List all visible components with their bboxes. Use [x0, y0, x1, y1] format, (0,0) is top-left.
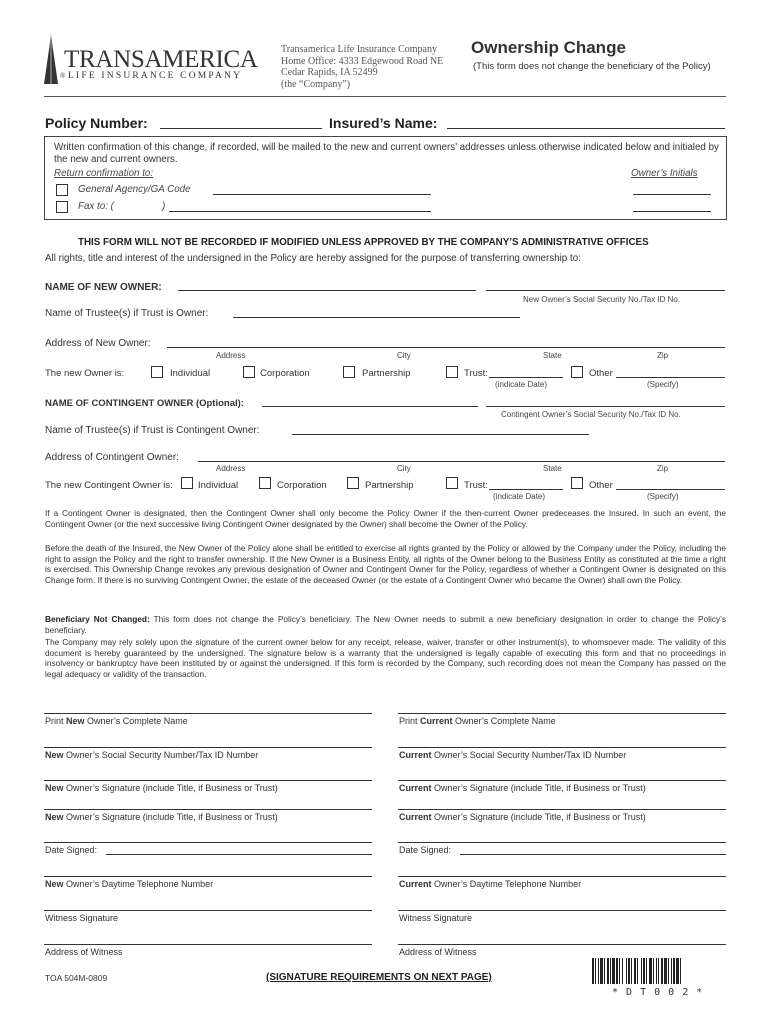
- barcode-bar: [643, 958, 645, 984]
- label-suffix: Owner’s Social Security Number/Tax ID Number: [431, 750, 627, 760]
- label-suffix: Owner’s Daytime Telephone Number: [63, 879, 214, 889]
- new-owner-new-owner-s-social-security-number-tax-id-number-label: [45, 750, 258, 760]
- new-owner-trust-date-field[interactable]: [489, 377, 563, 378]
- barcode-bar: [619, 958, 620, 984]
- contingent-trustee-label: Name of Trustee(s) if Trust is Contingent Owner:: [45, 425, 260, 436]
- general-agency-label: General Agency/GA Code: [78, 184, 191, 195]
- label-emphasis: Current: [399, 783, 432, 793]
- assignment-text: All rights, title and interest of the undersigned in the Policy are hereby assigned for the purpose of transferring ownership to:: [45, 253, 581, 264]
- policy-number-label: Policy Number:: [45, 115, 148, 131]
- barcode-bar: [634, 958, 636, 984]
- new-owner-name-label: NAME OF NEW OWNER:: [45, 282, 162, 293]
- contingent-address-field[interactable]: [198, 461, 725, 462]
- new-owner-corporation-checkbox[interactable]: [243, 366, 255, 378]
- fax-label: Fax to: (: [78, 201, 114, 212]
- barcode-bar: [607, 958, 609, 984]
- corporation-label: Corporation: [260, 368, 310, 379]
- label-emphasis: Current: [399, 812, 432, 822]
- form-code: TOA 504M-0809: [45, 973, 108, 983]
- confirmation-text: Written confirmation of this change, if recorded, will be mailed to the new and current owners’ addresses unless otherwise indicated below and initialed by the new and current owners.: [54, 142, 719, 165]
- barcode-bar: [628, 958, 630, 984]
- label-suffix: Owner’s Daytime Telephone Number: [431, 879, 582, 889]
- individual-label: Individual: [198, 480, 239, 491]
- contingent-address-label: Address of Contingent Owner:: [45, 452, 179, 463]
- barcode-bar: [673, 958, 675, 984]
- new-owner-signature-field[interactable]: [44, 713, 372, 714]
- barcode-bar: [668, 958, 669, 984]
- warning-notice: THIS FORM WILL NOT BE RECORDED IF MODIFIED UNLESS APPROVED BY THE COMPANY’S ADMINISTRATIVE OFFICES: [78, 237, 649, 248]
- fax-checkbox[interactable]: [56, 201, 68, 213]
- new-owner-trustee-label: Name of Trustee(s) if Trust is Owner:: [45, 308, 209, 319]
- beneficiary-text: This form does not change the Policy’s beneficiary. The New Owner needs to submit a new beneficiary designation in order to change the Policy’s beneficiary.: [45, 614, 726, 635]
- tower-icon: [42, 32, 60, 84]
- label-prefix: Witness Signature: [399, 913, 473, 923]
- current-owner-current-owner-s-daytime-telephone-number-label: [399, 879, 581, 889]
- label-prefix: Date Signed:: [399, 845, 452, 855]
- contingent-individual-checkbox[interactable]: [181, 477, 193, 489]
- policy-number-field[interactable]: [160, 128, 322, 129]
- company-line: Home Office: 4333 Edgewood Road NE: [281, 55, 444, 67]
- barcode-bar: [649, 958, 652, 984]
- label-suffix: Owner’s Social Security Number/Tax ID Number: [63, 750, 259, 760]
- barcode-bar: [641, 958, 642, 984]
- current-owner-current-owner-s-signature-include-title-if-business-or-trust-label: [399, 783, 646, 793]
- contingent-other-field[interactable]: [616, 489, 725, 490]
- label-prefix: Address of Witness: [45, 947, 123, 957]
- contingent-corporation-checkbox[interactable]: [259, 477, 271, 489]
- current-owner-signature-field[interactable]: [398, 944, 726, 945]
- partnership-label: Partnership: [365, 480, 414, 491]
- current-owner-signature-field[interactable]: [398, 910, 726, 911]
- new-owner-address-label: Address of New Owner:: [45, 338, 151, 349]
- new-owner-ssn-field[interactable]: [486, 290, 725, 291]
- col-state: State: [543, 464, 562, 473]
- barcode-bar: [595, 958, 596, 984]
- new-owner-signature-field[interactable]: [44, 842, 372, 843]
- current-owner-signature-field[interactable]: [398, 842, 726, 843]
- label-suffix: Owner’s Signature (include Title, if Business or Trust): [431, 783, 646, 793]
- general-agency-checkbox[interactable]: [56, 184, 68, 196]
- barcode-bar: [626, 958, 627, 984]
- barcode: [592, 958, 728, 984]
- other-label: Other: [589, 480, 613, 491]
- current-owner-current-owner-s-signature-include-title-if-business-or-trust-label: [399, 812, 646, 822]
- label-emphasis: New: [45, 750, 64, 760]
- col-state: State: [543, 351, 562, 360]
- new-owner-date-signed-label: [45, 845, 97, 855]
- new-owner-signature-field[interactable]: [44, 944, 372, 945]
- logo-word: TRANSAMERICA: [64, 46, 258, 73]
- barcode-bar: [612, 958, 615, 984]
- label-emphasis: New: [66, 716, 85, 726]
- col-zip: Zip: [657, 464, 669, 473]
- company-address: [281, 44, 443, 90]
- insured-name-label: Insured’s Name:: [329, 115, 438, 131]
- new-owner-other-field[interactable]: [616, 377, 725, 378]
- current-owner-current-print-owner-s-complete-name-label: [399, 716, 556, 726]
- specify: (Specify): [647, 380, 679, 389]
- corporation-label: Corporation: [277, 480, 327, 491]
- col-city: City: [397, 351, 411, 360]
- contingent-trustee-field[interactable]: [292, 434, 589, 435]
- initials-field-1[interactable]: [633, 194, 711, 195]
- new-owner-signature-field[interactable]: [44, 876, 372, 877]
- contingent-owner-ssn-label: Contingent Owner’s Social Security No./Tax ID No.: [501, 410, 681, 419]
- new-owner-new-owner-s-signature-include-title-if-business-or-trust-label: [45, 783, 278, 793]
- new-owner-other-checkbox[interactable]: [571, 366, 583, 378]
- col-address: Address: [216, 464, 246, 473]
- current-owner-address-of-witness-label: [399, 947, 477, 957]
- form-subtitle: (This form does not change the beneficiary of the Policy): [473, 61, 711, 72]
- barcode-bar: [598, 958, 599, 984]
- company-reliance-paragraph: The Company may rely solely upon the signature of the current owner below for any receipt, release, waiver, transfer or other instrument(s), to whomsoever made. The validity of this document is hereby guaranteed by the undersigned. The signature below is a warranty that the undersigned is legally capable of executing this form and that no proceedings in insolvency or bankruptcy have been instituted by or against the undersigned. If this form is recorded by the Company, such recording does not mean the Company has passed on the legal adequacy or validity of the transaction.: [45, 637, 726, 679]
- label-emphasis: Current: [399, 879, 432, 889]
- barcode-text: * D T 0 0 2 *: [612, 987, 704, 998]
- header-rule: [44, 96, 726, 97]
- indicate-date: (indicate Date): [495, 380, 548, 389]
- label-prefix: Print: [45, 716, 67, 726]
- contingent-owner-name-label: NAME OF CONTINGENT OWNER (Optional):: [45, 398, 244, 409]
- barcode-bar: [600, 958, 603, 984]
- label-suffix: Owner’s Complete Name: [452, 716, 556, 726]
- confirmation-box: [44, 136, 727, 220]
- company-line: Transamerica Life Insurance Company: [281, 44, 437, 55]
- col-zip: Zip: [657, 351, 669, 360]
- contingent-owner-ssn-field[interactable]: [486, 406, 725, 407]
- beneficiary-paragraph: [45, 614, 726, 635]
- barcode-bar: [637, 958, 638, 984]
- col-city: City: [397, 464, 411, 473]
- new-owner-individual-checkbox[interactable]: [151, 366, 163, 378]
- label-suffix: Owner’s Signature (include Title, if Business or Trust): [431, 812, 646, 822]
- return-confirmation-label: Return confirmation to:: [54, 168, 154, 179]
- label-emphasis: Current: [399, 750, 432, 760]
- barcode-bar: [664, 958, 667, 984]
- fax-number-field[interactable]: [169, 211, 431, 212]
- form-title: Ownership Change: [471, 38, 626, 57]
- ownership-rights-paragraph: Before the death of the Insured, the New Owner of the Policy alone shall be entitled to exercise all rights granted by the Policy or allowed by the Company under the Policy, including the right to assign the Policy and the right to transfer ownership. If the New Owner is a Business Entity, all rights of the Owner belong to the Business Entity as constituted at the time a right is exercised. This Ownership Change revokes any previous designation of Owner and Contingent Owner for the Policy, regardless of whether a Contingent Owner is designated on this Change form. If there is no surviving Contingent Owner, the estate of the deceased Owner (or the estate of a Contingent Owner who became the Owner) shall own the Policy.: [45, 543, 726, 585]
- current-owner-signature-field[interactable]: [398, 747, 726, 748]
- barcode-bar: [616, 958, 618, 984]
- current-owner-signature-field[interactable]: [398, 876, 726, 877]
- label-prefix: Witness Signature: [45, 913, 119, 923]
- barcode-bar: [676, 958, 679, 984]
- current-owner-current-owner-s-social-security-number-tax-id-number-label: [399, 750, 626, 760]
- new-owner-signature-field[interactable]: [44, 747, 372, 748]
- new-owner-new-print-owner-s-complete-name-label: [45, 716, 188, 726]
- barcode-bar: [656, 958, 657, 984]
- general-agency-field[interactable]: [213, 194, 431, 195]
- barcode-bar: [622, 958, 623, 984]
- company-line: Cedar Rapids, IA 52499: [281, 67, 378, 78]
- label-emphasis: New: [45, 879, 64, 889]
- fax-paren: ): [162, 201, 166, 212]
- new-owner-new-owner-s-signature-include-title-if-business-or-trust-label: [45, 812, 278, 822]
- new-owner-signature-field[interactable]: [44, 780, 372, 781]
- label-prefix: Print: [399, 716, 421, 726]
- logo-subtitle: LIFE INSURANCE COMPANY: [68, 71, 243, 81]
- new-owner-new-owner-s-daytime-telephone-number-label: [45, 879, 213, 889]
- barcode-bar: [680, 958, 681, 984]
- barcode-bar: [592, 958, 594, 984]
- current-owner-date-signed-field[interactable]: [460, 854, 726, 855]
- new-owner-signature-field[interactable]: [44, 910, 372, 911]
- current-owner-signature-field[interactable]: [398, 809, 726, 810]
- specify: (Specify): [647, 492, 679, 501]
- owners-initials-label: Owner’s Initials: [631, 168, 698, 179]
- beneficiary-heading: Beneficiary Not Changed:: [45, 614, 150, 624]
- label-suffix: Owner’s Complete Name: [84, 716, 188, 726]
- col-address: Address: [216, 351, 246, 360]
- new-owner-signature-field[interactable]: [44, 809, 372, 810]
- label-suffix: Owner’s Signature (include Title, if Business or Trust): [63, 812, 278, 822]
- barcode-bar: [653, 958, 654, 984]
- label-emphasis: Current: [420, 716, 453, 726]
- trust-label: Trust:: [464, 368, 488, 379]
- contingent-type-label: The new Contingent Owner is:: [45, 480, 173, 491]
- company-line: (the “Company”): [281, 78, 351, 90]
- barcode-bar: [646, 958, 647, 984]
- new-owner-ssn-label: New Owner’s Social Security No./Tax ID No.: [523, 295, 681, 304]
- label-prefix: Address of Witness: [399, 947, 477, 957]
- current-owner-signature-field[interactable]: [398, 713, 726, 714]
- registered-mark: ®: [60, 72, 66, 80]
- contingent-trust-checkbox[interactable]: [446, 477, 458, 489]
- barcode-bar: [661, 958, 663, 984]
- label-emphasis: New: [45, 783, 64, 793]
- barcode-bar: [658, 958, 659, 984]
- contingent-owner-paragraph: If a Contingent Owner is designated, then the Contingent Owner shall only become the Policy Owner if the then-current Owner predeceases the Insured. In such an event, the Contingent Owner (or the next successive living Contingent Owner designated by the Owner) shall become the Owner of the Policy.: [45, 508, 726, 529]
- contingent-owner-name-field[interactable]: [262, 406, 478, 407]
- label-prefix: Date Signed:: [45, 845, 98, 855]
- partnership-label: Partnership: [362, 368, 411, 379]
- barcode-bar: [671, 958, 672, 984]
- new-owner-date-signed-field[interactable]: [106, 854, 372, 855]
- initials-field-2[interactable]: [633, 211, 711, 212]
- barcode-bar: [631, 958, 632, 984]
- insured-name-field[interactable]: [447, 128, 725, 129]
- label-emphasis: New: [45, 812, 64, 822]
- next-page-notice: (SIGNATURE REQUIREMENTS ON NEXT PAGE): [266, 972, 492, 983]
- new-owner-trustee-field[interactable]: [233, 317, 520, 318]
- company-logo: [42, 32, 258, 84]
- label-suffix: Owner’s Signature (include Title, if Business or Trust): [63, 783, 278, 793]
- contingent-trust-date-field[interactable]: [489, 489, 563, 490]
- new-owner-partnership-checkbox[interactable]: [343, 366, 355, 378]
- individual-label: Individual: [170, 368, 211, 379]
- new-owner-name-field[interactable]: [178, 290, 476, 291]
- current-owner-date-signed-label: [399, 845, 451, 855]
- indicate-date: (indicate Date): [493, 492, 546, 501]
- trust-label: Trust:: [464, 480, 488, 491]
- contingent-partnership-checkbox[interactable]: [347, 477, 359, 489]
- new-owner-witness-signature-label: [45, 913, 118, 923]
- new-owner-trust-checkbox[interactable]: [446, 366, 458, 378]
- new-owner-type-label: The new Owner is:: [45, 368, 125, 379]
- current-owner-signature-field[interactable]: [398, 780, 726, 781]
- barcode-bar: [604, 958, 605, 984]
- contingent-other-checkbox[interactable]: [571, 477, 583, 489]
- new-owner-address-of-witness-label: [45, 947, 123, 957]
- other-label: Other: [589, 368, 613, 379]
- new-owner-address-field[interactable]: [167, 347, 725, 348]
- barcode-bar: [610, 958, 611, 984]
- current-owner-witness-signature-label: [399, 913, 472, 923]
